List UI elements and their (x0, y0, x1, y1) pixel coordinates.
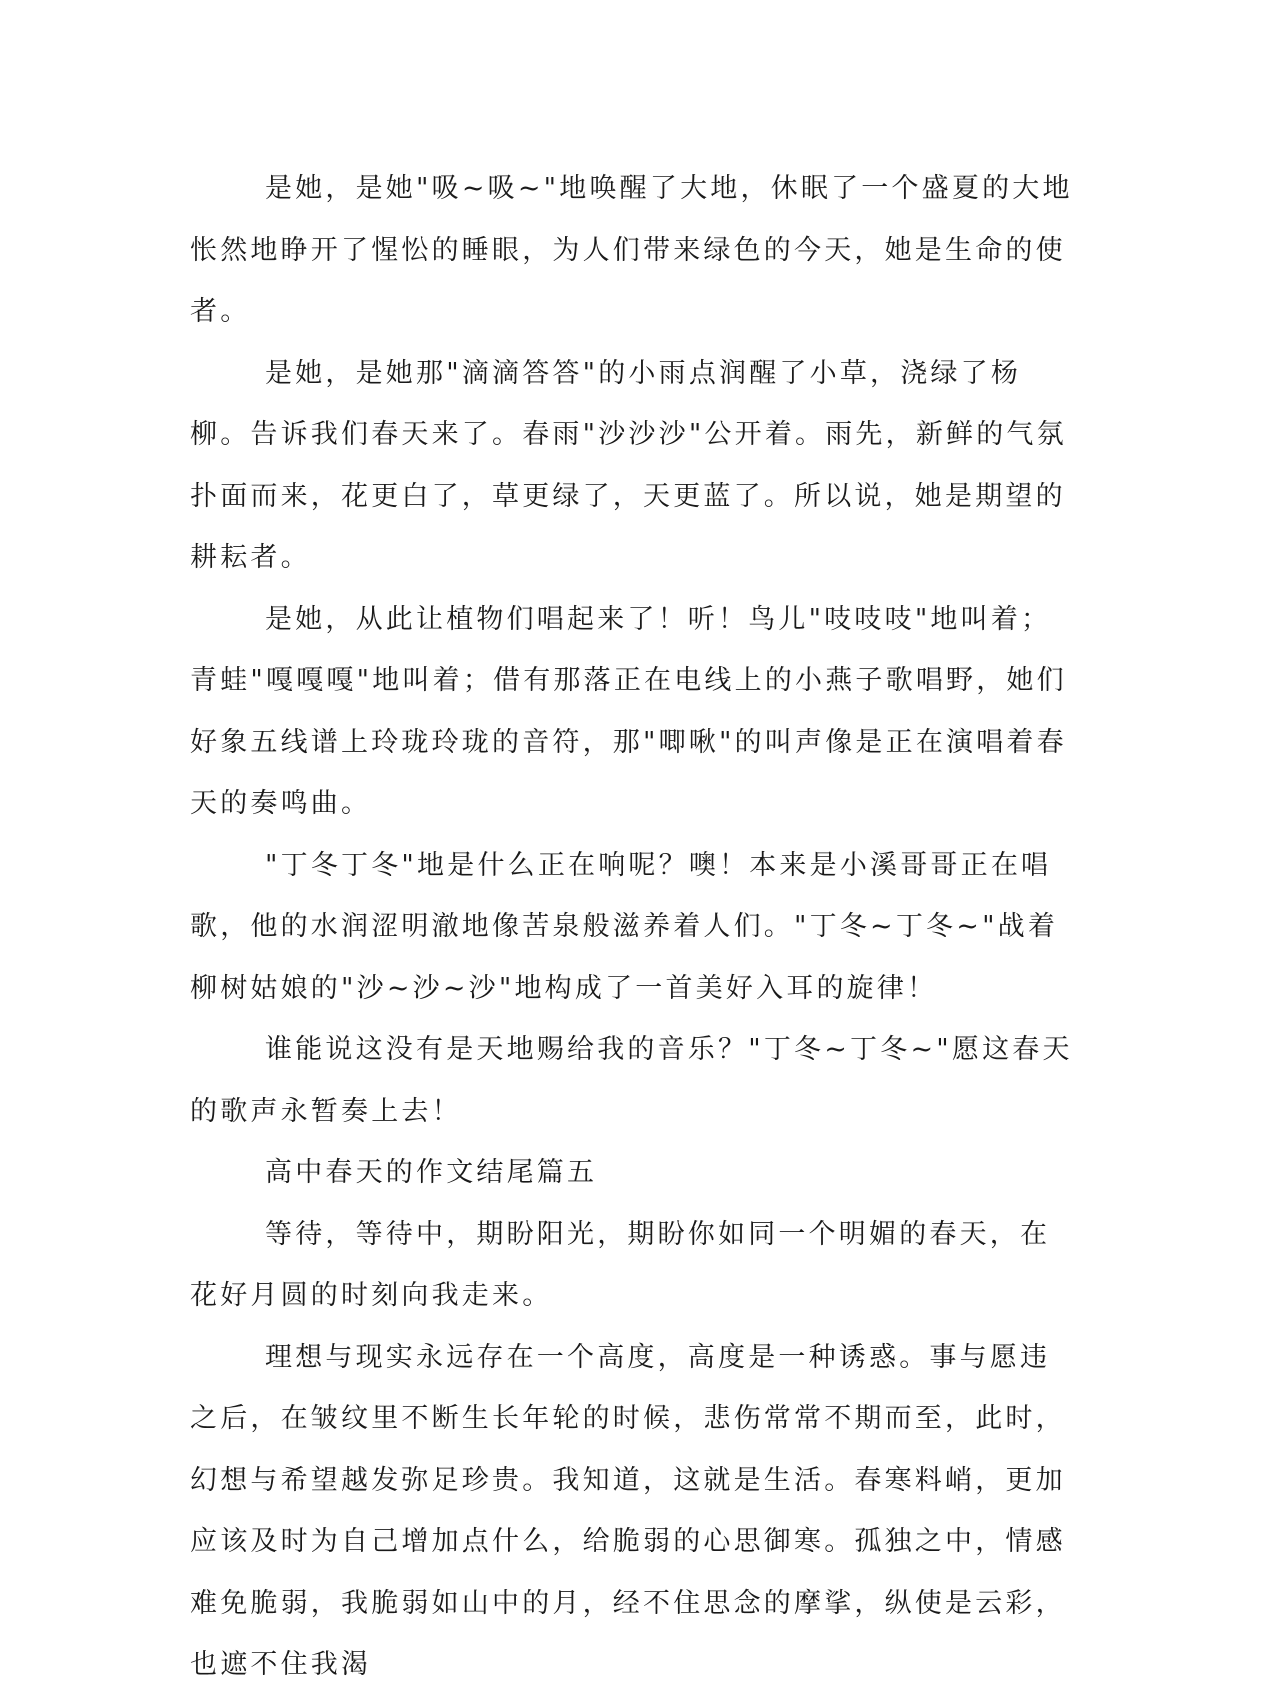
paragraph-5: 谁能说这没有是天地赐给我的音乐？"丁冬~丁冬~"愿这春天的歌声永暂奏上去！ (190, 1034, 1073, 1127)
paragraph-7: 理想与现实永远存在一个高度，高度是一种诱惑。事与愿违之后，在皱纹里不断生长年轮的时候，悲伤常常不期而至，此时，幻想与希望越发弥足珍贵。我知道，这就是生活。春寒料峭，更加应该及时为自己增加点什么，给脆弱的心思御寒。孤独之中，情感难免脆弱，我脆弱如山中的月，经不住思念的摩挲，纵使是云彩，也遮不住我渴 (190, 1341, 1066, 1680)
paragraph-6: 等待，等待中，期盼阳光，期盼你如同一个明媚的春天，在花好月圆的时刻向我走来。 (190, 1218, 1051, 1311)
paragraph-4: "丁冬丁冬"地是什么正在响呢？噢！本来是小溪哥哥正在唱歌，他的水润涩明澈地像苦泉般滋养着人们。"丁冬~丁冬~"战着柳树姑娘的"沙~沙~沙"地构成了一首美好入耳的旋律！ (190, 849, 1059, 1004)
document-body (190, 158, 1080, 1696)
paragraph-2: 是她，是她那"滴滴答答"的小雨点润醒了小草，浇绿了杨柳。告诉我们春天来了。春雨"沙沙沙"公开着。雨先，新鲜的气氛扑面而来，花更白了，草更绿了，天更蓝了。所以说，她是期望的耕耘者。 (190, 357, 1067, 573)
paragraph-1: 是她，是她"吸~吸~"地唤醒了大地，休眠了一个盛夏的大地怅然地睁开了惺忪的睡眼，为人们带来绿色的今天，她是生命的使者。 (190, 173, 1073, 327)
section-heading: 高中春天的作文结尾篇五 (265, 1157, 598, 1188)
paragraph-3: 是她，从此让植物们唱起来了！听！鸟儿"吱吱吱"地叫着；青蛙"嘎嘎嘎"地叫着；借有那落正在电线上的小燕子歌唱野，她们好象五线谱上玲珑玲珑的音符，那"唧啾"的叫声像是正在演唱着春天的奏鸣曲。 (190, 603, 1067, 819)
